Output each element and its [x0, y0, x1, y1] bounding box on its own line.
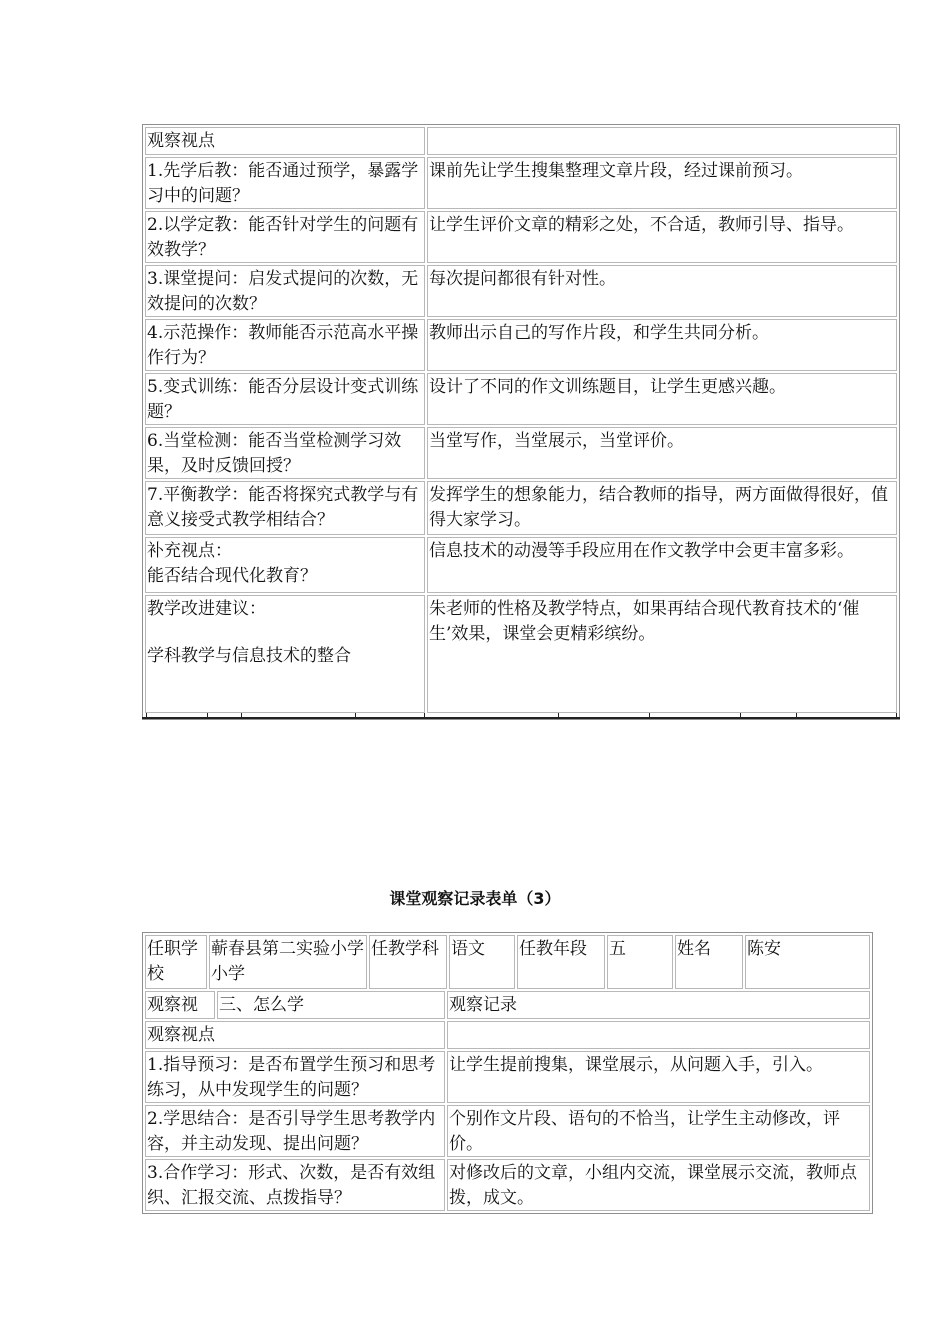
rule-tick	[740, 713, 741, 719]
grade-value-cell: 五	[607, 935, 673, 989]
rule-tick	[796, 713, 797, 719]
row-record-cell: 信息技术的动漫等手段应用在作文教学中会更丰富多彩。	[427, 537, 897, 593]
rule-tick	[146, 713, 147, 719]
table-row	[145, 319, 897, 371]
rule-tick	[424, 713, 425, 719]
row-point-cell: 4.示范操作：教师能否示范高水平操作行为？	[145, 319, 425, 371]
row-record-cell: 朱老师的性格及教学特点，如果再结合现代教育技术的‘催生’效果，课堂会更精彩缤纷。	[427, 595, 897, 713]
table-row	[145, 595, 897, 713]
table-bottom-rule	[142, 717, 900, 719]
header-cell-record	[427, 127, 897, 155]
table-row	[145, 157, 897, 209]
row-point-cell: 6.当堂检测：能否当堂检测学习效果，及时反馈回授？	[145, 427, 425, 479]
row-record-cell: 课前先让学生搜集整理文章片段，经过课前预习。	[427, 157, 897, 209]
row-record-cell: 让学生提前搜集，课堂展示，从问题入手，引入。	[447, 1051, 870, 1103]
table-header-row	[145, 127, 897, 155]
record-label-cell: 观察记录	[447, 991, 870, 1019]
row-record-cell: 当堂写作，当堂展示，当堂评价。	[427, 427, 897, 479]
table-row	[145, 427, 897, 479]
grade-label-cell: 任教年段	[517, 935, 605, 989]
row-point-cell: 3.合作学习：形式、次数，是否有效组织、汇报交流、点拨指导？	[145, 1159, 445, 1211]
row-point-cell	[145, 537, 425, 593]
form-title: 课堂观察记录表单（3）	[389, 889, 561, 908]
row-point-cell: 1.指导预习：是否布置学生预习和思考练习，从中发现学生的问题？	[145, 1051, 445, 1103]
table-row	[145, 1105, 870, 1157]
table-row	[145, 211, 897, 263]
subject-label-cell: 任教学科	[369, 935, 447, 989]
subject-value-cell: 语文	[449, 935, 515, 989]
row-point-cell: 1.先学后教：能否通过预学，暴露学习中的问题？	[145, 157, 425, 209]
observation-table-3	[142, 932, 873, 1214]
point-label-cell: 观察视点	[145, 1021, 445, 1049]
school-value-cell: 蕲春县第二实验小学小学	[209, 935, 367, 989]
supplement-label: 补充视点：	[147, 541, 232, 561]
row-point-cell: 7.平衡教学：能否将探究式教学与有意义接受式教学相结合？	[145, 481, 425, 535]
rule-tick	[896, 713, 897, 719]
angle-label-cell: 观察视	[145, 991, 215, 1019]
name-label-cell: 姓名	[675, 935, 743, 989]
row-record-cell: 让学生评价文章的精彩之处，不合适，教师引导、指导。	[427, 211, 897, 263]
rule-tick	[207, 713, 208, 719]
record-empty-cell	[447, 1021, 870, 1049]
row-point-cell: 2.以学定教：能否针对学生的问题有效教学？	[145, 211, 425, 263]
rule-tick	[649, 713, 650, 719]
table-row	[145, 373, 897, 425]
improvement-suggestion: 学科教学与信息技术的整合	[147, 646, 351, 666]
row-record-cell: 每次提问都很有针对性。	[427, 265, 897, 317]
school-label-cell: 任职学校	[145, 935, 207, 989]
row-record-cell: 教师出示自己的写作片段，和学生共同分析。	[427, 319, 897, 371]
angle-value-cell: 三、怎么学	[217, 991, 445, 1019]
row-point-cell: 5.变式训练：能否分层设计变式训练题？	[145, 373, 425, 425]
row-record-cell: 设计了不同的作文训练题目，让学生更感兴趣。	[427, 373, 897, 425]
row-record-cell: 对修改后的文章，小组内交流，课堂展示交流，教师点拨，成文。	[447, 1159, 870, 1211]
table-row	[145, 481, 897, 535]
table-header-row	[145, 1021, 870, 1049]
header-cell-point: 观察视点	[145, 127, 425, 155]
table-row	[145, 1159, 870, 1211]
rule-tick	[241, 713, 242, 719]
rule-tick	[355, 713, 356, 719]
table-row	[145, 1051, 870, 1103]
row-point-cell: 2.学思结合：是否引导学生思考教学内容，并主动发现、提出问题？	[145, 1105, 445, 1157]
row-point-cell: 3.课堂提问：启发式提问的次数，无效提问的次数？	[145, 265, 425, 317]
row-record-cell: 发挥学生的想象能力，结合教师的指导，两方面做得很好，值得大家学习。	[427, 481, 897, 535]
observation-table-1	[142, 124, 900, 720]
improvement-label: 教学改进建议：	[147, 599, 266, 619]
rule-tick	[558, 713, 559, 719]
table-row	[145, 265, 897, 317]
supplement-question: 能否结合现代化教育？	[147, 566, 317, 586]
teacher-info-row	[145, 935, 870, 989]
row-record-cell: 个别作文片段、语句的不恰当，让学生主动修改，评价。	[447, 1105, 870, 1157]
name-value-cell: 陈安	[745, 935, 870, 989]
row-point-cell	[145, 595, 425, 713]
table-row	[145, 537, 897, 593]
angle-row	[145, 991, 870, 1019]
